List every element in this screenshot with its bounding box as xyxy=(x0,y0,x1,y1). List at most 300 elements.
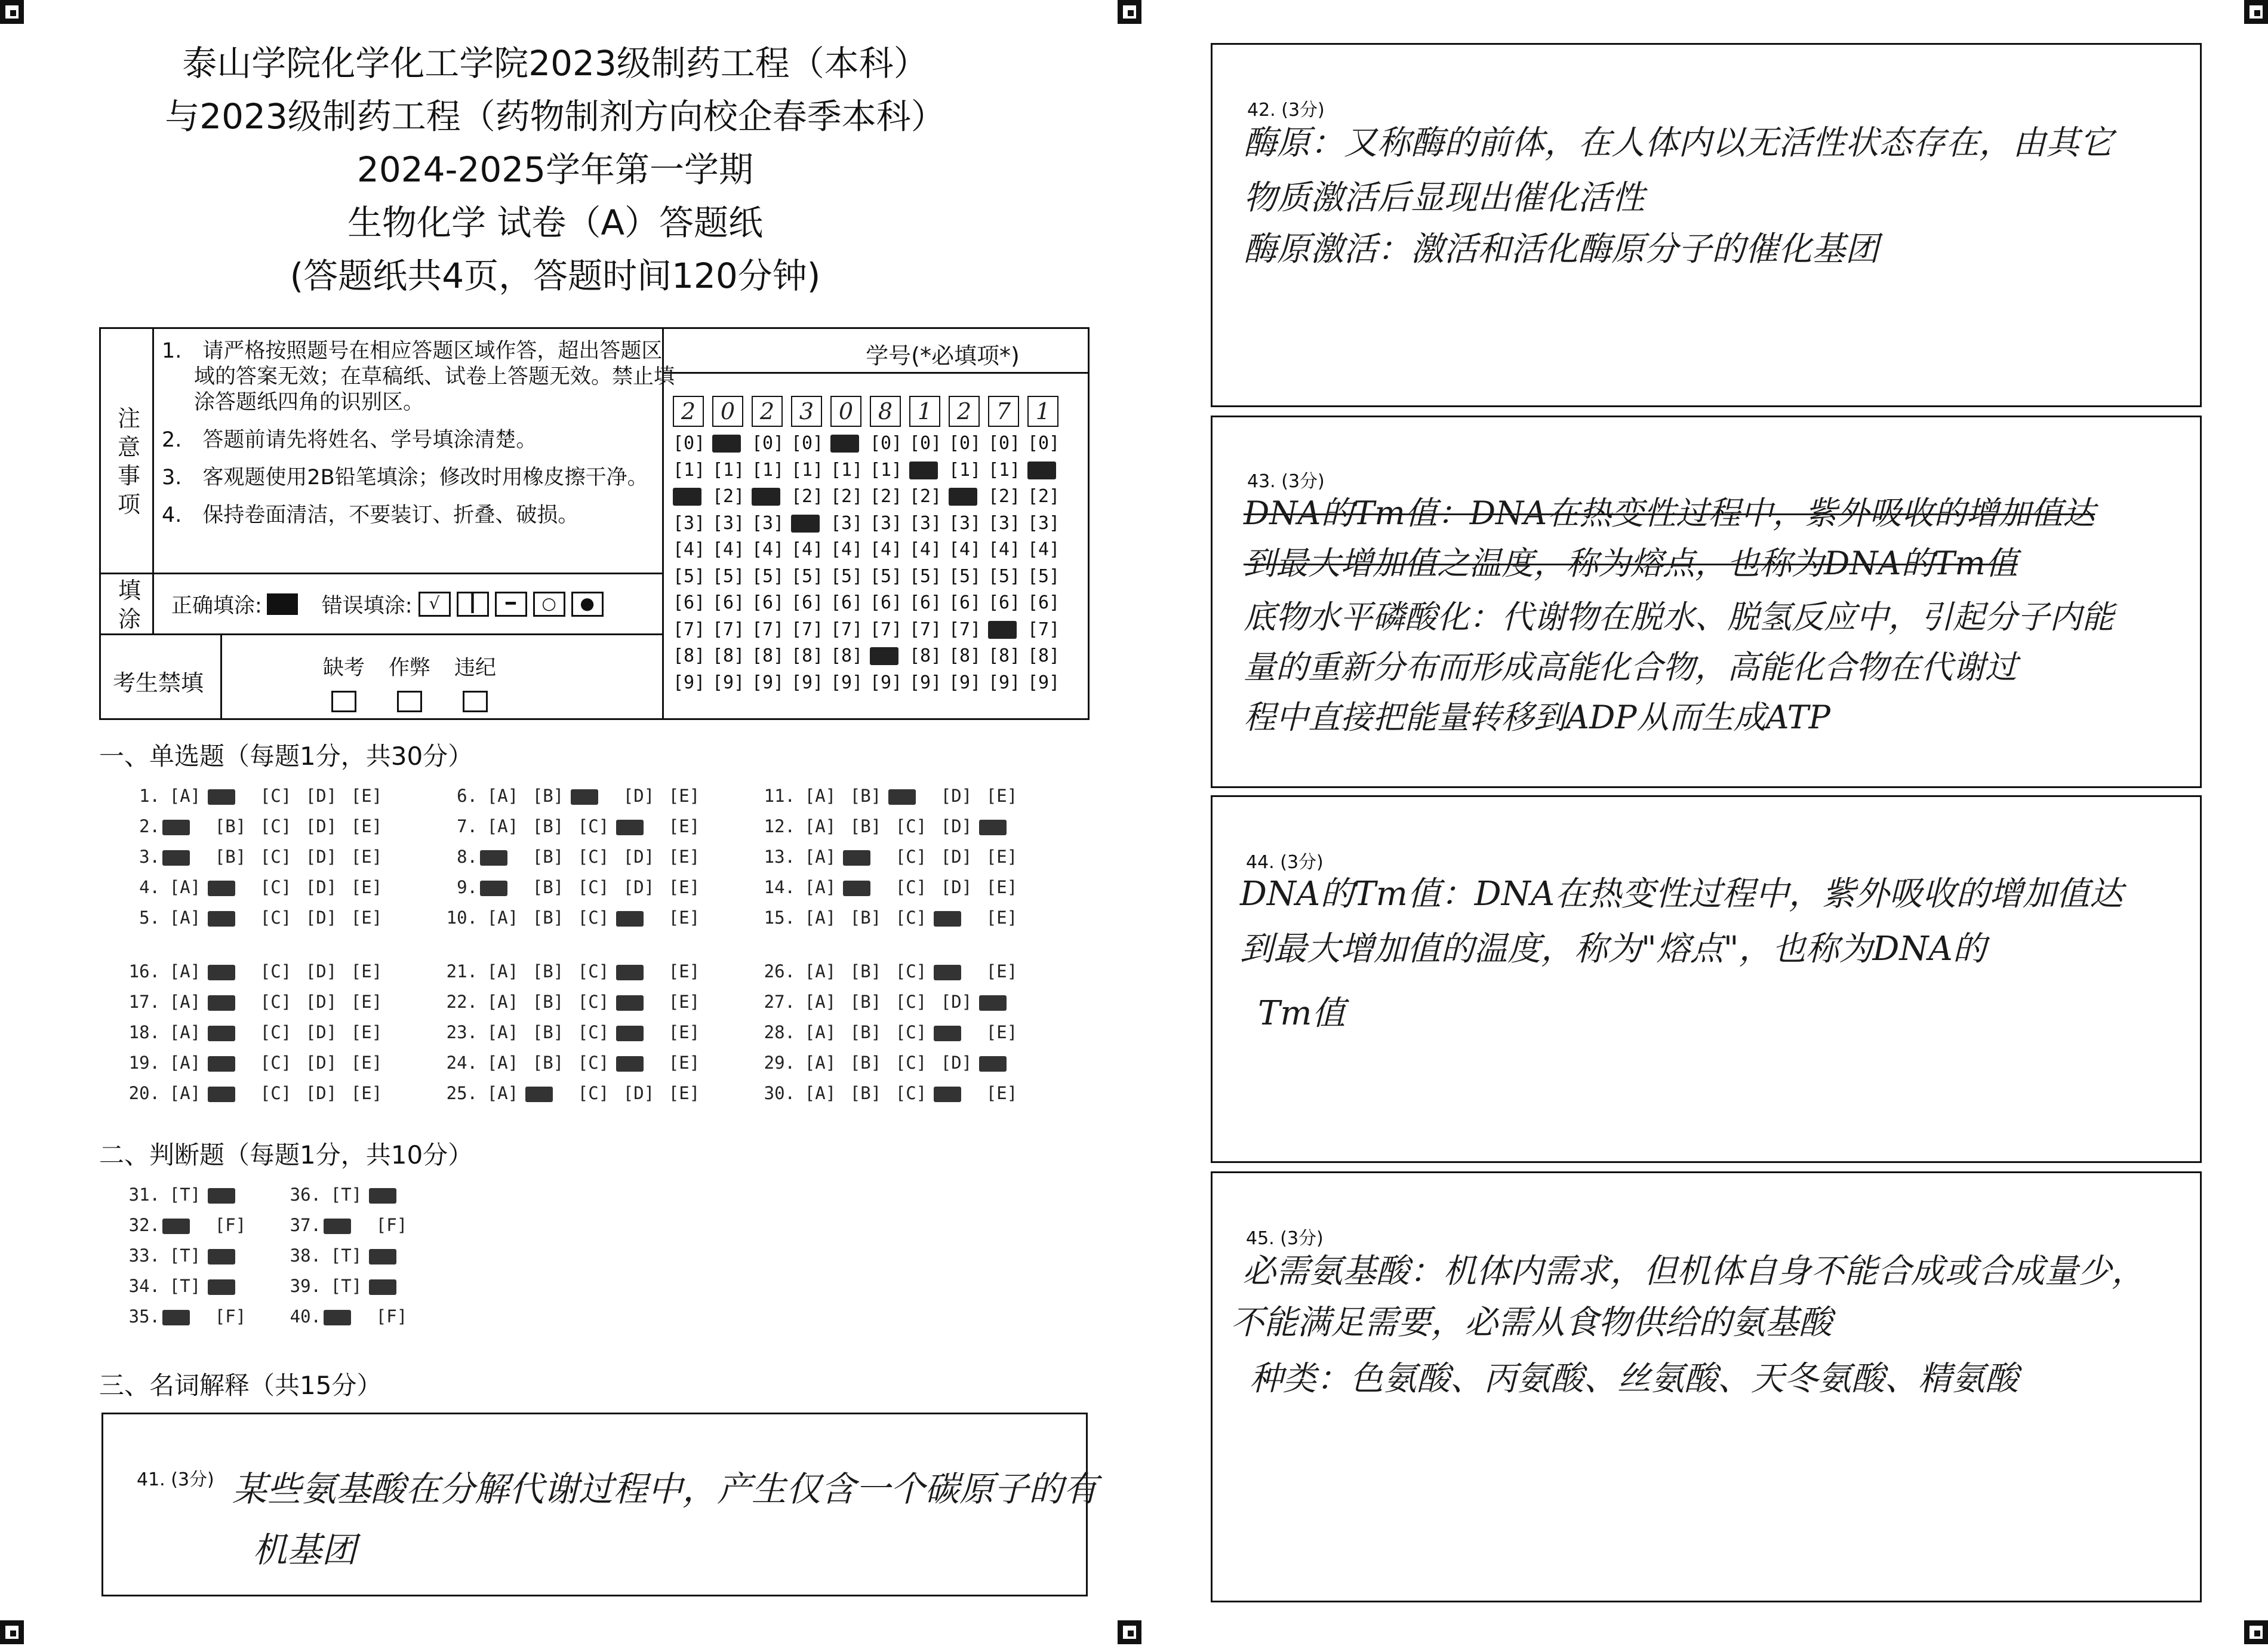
option-bubble[interactable]: [C] xyxy=(260,992,292,1012)
student-id-bubble[interactable]: [9] xyxy=(1027,672,1060,693)
student-id-bubble[interactable]: [5] xyxy=(830,565,863,587)
student-id-bubble[interactable]: [8] xyxy=(909,645,942,666)
option-bubble-filled[interactable] xyxy=(208,1276,253,1296)
option-bubble-filled[interactable] xyxy=(369,1276,414,1296)
student-id-bubble[interactable]: [6] xyxy=(712,592,745,613)
student-id-bubble[interactable]: [4] xyxy=(673,539,706,560)
option-bubble[interactable]: [B] xyxy=(850,786,882,806)
student-id-bubble[interactable]: [9] xyxy=(791,672,824,693)
option-bubble-filled[interactable] xyxy=(616,1022,661,1042)
student-id-bubble[interactable]: [0] xyxy=(988,433,1021,454)
option-bubble[interactable]: [D] xyxy=(940,786,973,806)
option-bubble[interactable]: [A] xyxy=(487,816,519,836)
option-bubble[interactable]: [A] xyxy=(487,1083,519,1103)
option-bubble-filled[interactable] xyxy=(369,1245,414,1266)
option-bubble[interactable]: [C] xyxy=(260,877,292,897)
option-bubble[interactable]: [E] xyxy=(350,961,383,982)
student-id-bubble[interactable]: [3] xyxy=(673,512,706,534)
answer-box-41[interactable] xyxy=(101,1413,1098,1596)
student-id-bubble[interactable]: [2] xyxy=(791,486,824,507)
forbid-checkbox[interactable] xyxy=(331,691,356,712)
question-label: 44. (3分) xyxy=(1246,852,1324,873)
option-bubble[interactable]: [B] xyxy=(532,786,564,806)
student-id-bubble-filled[interactable]: [2] xyxy=(752,486,784,507)
option-bubble-filled[interactable] xyxy=(525,1083,571,1103)
option-bubble[interactable]: [C] xyxy=(895,1083,927,1103)
option-bubble-filled[interactable] xyxy=(480,877,525,897)
option-bubble-filled[interactable] xyxy=(979,992,1024,1012)
student-id-bubble[interactable]: [4] xyxy=(752,539,784,560)
option-bubble-filled[interactable] xyxy=(162,1215,208,1235)
forbid-checkbox[interactable] xyxy=(397,691,422,712)
student-id-bubble[interactable]: [6] xyxy=(791,592,824,613)
option-bubble[interactable]: [D] xyxy=(305,877,337,897)
option-bubble[interactable]: [C] xyxy=(895,992,927,1012)
option-bubble-filled[interactable] xyxy=(208,1022,253,1042)
question-number: 26. xyxy=(764,961,795,982)
student-id-bubble[interactable]: [5] xyxy=(870,565,903,587)
student-id-bubble[interactable]: [9] xyxy=(673,672,706,693)
student-id-bubble[interactable]: [4] xyxy=(909,539,942,560)
option-bubble[interactable]: [E] xyxy=(668,877,700,897)
option-bubble[interactable]: [B] xyxy=(532,1022,564,1042)
student-id-bubble[interactable]: [2] xyxy=(712,486,745,507)
option-bubble[interactable]: [E] xyxy=(350,847,383,867)
option-bubble-filled[interactable] xyxy=(616,992,661,1012)
option-bubble[interactable]: [A] xyxy=(169,786,201,806)
student-id-bubble[interactable]: [9] xyxy=(830,672,863,693)
option-bubble[interactable]: [D] xyxy=(305,1053,337,1073)
option-bubble[interactable]: [E] xyxy=(986,877,1018,897)
option-bubble[interactable]: [T] xyxy=(330,1276,362,1296)
option-bubble[interactable]: [E] xyxy=(350,1083,383,1103)
option-bubble[interactable]: [C] xyxy=(260,1022,292,1042)
student-id-bubble-filled[interactable]: [2] xyxy=(673,486,706,507)
student-id-bubble[interactable]: [4] xyxy=(712,539,745,560)
student-id-bubble-filled[interactable]: [1] xyxy=(1027,459,1060,481)
option-bubble[interactable]: [D] xyxy=(305,847,337,867)
student-id-bubble[interactable]: [5] xyxy=(712,565,745,587)
option-bubble[interactable]: [A] xyxy=(487,907,519,928)
forbid-absent: 缺考 xyxy=(311,651,377,712)
option-bubble[interactable]: [D] xyxy=(305,961,337,982)
option-bubble[interactable]: [F] xyxy=(376,1215,408,1235)
option-bubble-filled[interactable] xyxy=(616,907,661,928)
option-bubble[interactable]: [B] xyxy=(532,992,564,1012)
option-bubble[interactable]: [C] xyxy=(895,877,927,897)
option-bubble[interactable]: [C] xyxy=(895,907,927,928)
option-bubble[interactable]: [B] xyxy=(532,961,564,982)
student-id-bubble[interactable]: [8] xyxy=(830,645,863,666)
option-bubble[interactable]: [B] xyxy=(214,816,247,836)
option-bubble[interactable]: [E] xyxy=(350,907,383,928)
option-bubble-filled[interactable] xyxy=(324,1306,369,1327)
student-id-bubble[interactable]: [8] xyxy=(752,645,784,666)
option-bubble[interactable]: [E] xyxy=(986,786,1018,806)
option-bubble-filled[interactable] xyxy=(979,816,1024,836)
student-id-bubble[interactable]: [0] xyxy=(949,433,981,454)
option-bubble[interactable]: [A] xyxy=(169,877,201,897)
student-id-bubble-filled[interactable]: [8] xyxy=(870,645,903,666)
student-id-bubble[interactable]: [4] xyxy=(870,539,903,560)
handwritten-answer: Tm值 xyxy=(1258,994,1346,1033)
option-bubble[interactable]: [C] xyxy=(260,1053,292,1073)
option-bubble-filled[interactable] xyxy=(934,961,979,982)
option-bubble-filled[interactable] xyxy=(208,1184,253,1205)
option-bubble[interactable]: [C] xyxy=(895,816,927,836)
option-bubble[interactable]: [E] xyxy=(350,992,383,1012)
student-id-bubble[interactable]: [2] xyxy=(1027,486,1060,507)
option-bubble[interactable]: [E] xyxy=(986,847,1018,867)
student-id-bubble[interactable]: [2] xyxy=(870,486,903,507)
mc-question xyxy=(741,847,1024,867)
student-id-bubble[interactable]: [3] xyxy=(1027,512,1060,534)
option-bubble[interactable]: [D] xyxy=(940,816,973,836)
option-bubble-filled[interactable] xyxy=(208,1083,253,1103)
option-bubble[interactable]: [B] xyxy=(850,1022,882,1042)
student-id-bubble-filled[interactable]: [1] xyxy=(909,459,942,481)
student-id-bubble[interactable]: [1] xyxy=(752,459,784,481)
option-bubble[interactable]: [A] xyxy=(804,847,836,867)
option-bubble[interactable]: [C] xyxy=(577,907,610,928)
student-id-bubble[interactable]: [2] xyxy=(988,486,1021,507)
student-id-bubble[interactable]: [6] xyxy=(988,592,1021,613)
student-id-bubble[interactable]: [7] xyxy=(909,619,942,640)
option-bubble[interactable]: [F] xyxy=(214,1306,247,1327)
notice-list xyxy=(162,339,681,540)
option-bubble[interactable]: [A] xyxy=(804,907,836,928)
option-bubble[interactable]: [F] xyxy=(376,1306,408,1327)
option-bubble[interactable]: [A] xyxy=(804,1053,836,1073)
option-bubble[interactable]: [C] xyxy=(577,1053,610,1073)
student-id-bubble[interactable]: [6] xyxy=(870,592,903,613)
student-id-bubble[interactable]: [0] xyxy=(870,433,903,454)
option-bubble[interactable]: [C] xyxy=(577,961,610,982)
option-bubble-filled[interactable] xyxy=(208,961,253,982)
option-bubble-filled[interactable] xyxy=(571,786,616,806)
option-bubble[interactable]: [E] xyxy=(668,907,700,928)
student-id-bubble[interactable]: [5] xyxy=(1027,565,1060,587)
option-bubble[interactable]: [D] xyxy=(623,877,655,897)
student-id-bubble[interactable]: [7] xyxy=(712,619,745,640)
option-bubble-filled[interactable] xyxy=(934,907,979,928)
student-id-bubble[interactable]: [9] xyxy=(949,672,981,693)
student-id-bubble[interactable]: [4] xyxy=(949,539,981,560)
student-id-bubble[interactable]: [7] xyxy=(791,619,824,640)
student-id-bubble[interactable]: [6] xyxy=(830,592,863,613)
student-id-bubble[interactable]: [0] xyxy=(909,433,942,454)
option-bubble[interactable]: [E] xyxy=(668,786,700,806)
option-bubble[interactable]: [D] xyxy=(305,907,337,928)
option-bubble[interactable]: [C] xyxy=(577,1022,610,1042)
student-id-bubble-filled[interactable]: [3] xyxy=(791,512,824,534)
student-id-bubble-filled[interactable]: [0] xyxy=(830,433,863,454)
option-bubble-filled[interactable] xyxy=(208,1053,253,1073)
option-bubble[interactable]: [C] xyxy=(260,816,292,836)
option-bubble-filled[interactable] xyxy=(208,877,253,897)
option-bubble[interactable]: [B] xyxy=(532,1053,564,1073)
student-id-digit-cell[interactable]: 2 xyxy=(949,396,980,427)
student-id-bubble[interactable]: [6] xyxy=(949,592,981,613)
student-id-bubble[interactable]: [5] xyxy=(909,565,942,587)
student-id-bubble[interactable]: [6] xyxy=(673,592,706,613)
student-id-bubble[interactable]: [9] xyxy=(712,672,745,693)
option-bubble[interactable]: [B] xyxy=(850,1053,882,1073)
option-bubble[interactable]: [E] xyxy=(668,1053,700,1073)
student-id-bubble[interactable]: [2] xyxy=(830,486,863,507)
option-bubble-filled[interactable] xyxy=(208,992,253,1012)
option-bubble[interactable]: [D] xyxy=(940,847,973,867)
student-id-bubble[interactable]: [8] xyxy=(791,645,824,666)
student-id-bubble[interactable]: [8] xyxy=(673,645,706,666)
option-bubble-filled[interactable] xyxy=(979,1053,1024,1073)
student-id-bubble[interactable]: [5] xyxy=(752,565,784,587)
student-id-bubble[interactable]: [5] xyxy=(791,565,824,587)
option-bubble[interactable]: [B] xyxy=(532,907,564,928)
option-bubble[interactable]: [T] xyxy=(330,1184,362,1205)
option-bubble[interactable]: [D] xyxy=(305,1022,337,1042)
option-bubble-filled[interactable] xyxy=(843,847,888,867)
option-bubble[interactable]: [E] xyxy=(668,816,700,836)
option-bubble-filled[interactable] xyxy=(208,1245,253,1266)
option-bubble[interactable]: [E] xyxy=(668,992,700,1012)
option-bubble[interactable]: [B] xyxy=(532,816,564,836)
option-bubble[interactable]: [D] xyxy=(305,786,337,806)
student-id-digit-cell[interactable]: 1 xyxy=(909,396,940,427)
option-bubble[interactable]: [A] xyxy=(169,1053,201,1073)
option-bubble[interactable]: [B] xyxy=(850,1083,882,1103)
option-bubble[interactable]: [C] xyxy=(260,961,292,982)
student-id-bubble[interactable]: [1] xyxy=(791,459,824,481)
student-id-bubble[interactable]: [2] xyxy=(909,486,942,507)
answer-box-42[interactable] xyxy=(1211,43,2202,407)
option-bubble-filled[interactable] xyxy=(616,816,661,836)
answer-box-44[interactable] xyxy=(1211,795,2202,1163)
option-bubble-filled[interactable] xyxy=(934,1083,979,1103)
option-bubble[interactable]: [D] xyxy=(940,992,973,1012)
student-id-bubble[interactable]: [1] xyxy=(988,459,1021,481)
option-bubble[interactable]: [T] xyxy=(330,1245,362,1266)
option-bubble[interactable]: [A] xyxy=(804,786,836,806)
option-bubble[interactable]: [A] xyxy=(169,992,201,1012)
option-bubble[interactable]: [D] xyxy=(940,877,973,897)
option-bubble[interactable]: [A] xyxy=(487,992,519,1012)
option-bubble[interactable]: [D] xyxy=(940,1053,973,1073)
option-bubble-filled[interactable] xyxy=(162,816,208,836)
student-id-bubble[interactable]: [7] xyxy=(752,619,784,640)
student-id-digit-cell[interactable]: 1 xyxy=(1027,396,1058,427)
option-bubble[interactable]: [E] xyxy=(668,847,700,867)
option-bubble[interactable]: [E] xyxy=(350,1053,383,1073)
student-id-bubble[interactable]: [3] xyxy=(830,512,863,534)
option-bubble[interactable]: [C] xyxy=(895,961,927,982)
student-id-bubble[interactable]: [4] xyxy=(791,539,824,560)
sheet-header xyxy=(101,37,1009,303)
student-id-bubble[interactable]: [3] xyxy=(870,512,903,534)
student-id-digit-cell[interactable]: 7 xyxy=(988,396,1019,427)
option-bubble-filled[interactable] xyxy=(208,907,253,928)
student-id-bubble[interactable]: [9] xyxy=(909,672,942,693)
student-id-bubble[interactable]: [1] xyxy=(949,459,981,481)
option-bubble[interactable]: [A] xyxy=(169,1083,201,1103)
student-id-bubble[interactable]: [5] xyxy=(673,565,706,587)
student-id-bubble[interactable]: [8] xyxy=(988,645,1021,666)
option-bubble-filled[interactable] xyxy=(934,1022,979,1042)
student-id-bubble[interactable]: [6] xyxy=(752,592,784,613)
option-bubble[interactable]: [E] xyxy=(350,786,383,806)
option-bubble-filled[interactable] xyxy=(208,786,253,806)
option-bubble[interactable]: [C] xyxy=(895,1022,927,1042)
option-bubble[interactable]: [C] xyxy=(577,992,610,1012)
option-bubble[interactable]: [A] xyxy=(169,907,201,928)
student-id-bubble[interactable]: [1] xyxy=(870,459,903,481)
student-id-bubble[interactable]: [6] xyxy=(909,592,942,613)
student-id-bubble[interactable]: [9] xyxy=(988,672,1021,693)
student-id-bubble-filled[interactable]: [2] xyxy=(949,486,981,507)
student-id-bubble[interactable]: [5] xyxy=(988,565,1021,587)
option-bubble[interactable]: [B] xyxy=(532,877,564,897)
student-id-bubble[interactable]: [5] xyxy=(949,565,981,587)
student-id-digit-cell[interactable]: 3 xyxy=(791,396,822,427)
option-bubble[interactable]: [D] xyxy=(305,992,337,1012)
option-bubble[interactable]: [A] xyxy=(169,961,201,982)
student-id-bubble-filled[interactable]: [7] xyxy=(988,619,1021,640)
option-bubble[interactable]: [T] xyxy=(169,1184,201,1205)
option-bubble-filled[interactable] xyxy=(616,1053,661,1073)
option-bubble[interactable]: [E] xyxy=(668,1083,700,1103)
option-bubble-filled[interactable] xyxy=(888,786,934,806)
student-id-bubble[interactable]: [3] xyxy=(949,512,981,534)
option-bubble[interactable]: [D] xyxy=(305,816,337,836)
student-id-bubble[interactable]: [7] xyxy=(673,619,706,640)
option-bubble[interactable]: [E] xyxy=(986,1022,1018,1042)
forbid-checkbox[interactable] xyxy=(463,691,488,712)
option-bubble-filled[interactable] xyxy=(480,847,525,867)
student-id-bubble[interactable]: [0] xyxy=(791,433,824,454)
option-bubble[interactable]: [D] xyxy=(623,847,655,867)
student-id-bubble[interactable]: [1] xyxy=(673,459,706,481)
option-bubble-filled[interactable] xyxy=(324,1215,369,1235)
option-bubble[interactable]: [A] xyxy=(487,786,519,806)
student-id-bubble-filled[interactable]: [0] xyxy=(712,433,745,454)
option-bubble[interactable]: [C] xyxy=(577,877,610,897)
student-id-bubble[interactable]: [9] xyxy=(870,672,903,693)
question-number: 8. xyxy=(457,847,478,867)
option-bubble[interactable]: [B] xyxy=(532,847,564,867)
student-id-bubble[interactable]: [7] xyxy=(830,619,863,640)
student-id-digit-cell[interactable]: 0 xyxy=(712,396,743,427)
option-bubble[interactable]: [E] xyxy=(986,907,1018,928)
student-id-bubble[interactable]: [3] xyxy=(988,512,1021,534)
option-bubble[interactable]: [C] xyxy=(895,1053,927,1073)
student-id-bubble[interactable]: [8] xyxy=(949,645,981,666)
option-bubble[interactable]: [E] xyxy=(350,877,383,897)
student-id-bubble[interactable]: [4] xyxy=(1027,539,1060,560)
tf-question xyxy=(267,1184,414,1205)
option-bubble[interactable]: [C] xyxy=(260,1083,292,1103)
option-bubble[interactable]: [B] xyxy=(214,847,247,867)
option-bubble[interactable]: [A] xyxy=(169,1022,201,1042)
student-id-bubble[interactable]: [6] xyxy=(1027,592,1060,613)
answer-box-45[interactable] xyxy=(1211,1171,2202,1602)
option-bubble[interactable]: [A] xyxy=(487,1053,519,1073)
option-bubble-filled[interactable] xyxy=(843,877,888,897)
option-bubble[interactable]: [A] xyxy=(804,877,836,897)
option-bubble[interactable]: [C] xyxy=(260,786,292,806)
option-bubble[interactable]: [A] xyxy=(804,1083,836,1103)
student-id-bubble[interactable]: [3] xyxy=(752,512,784,534)
option-bubble[interactable]: [B] xyxy=(850,961,882,982)
student-id-digit-cell[interactable]: 2 xyxy=(752,396,783,427)
question-number: 6. xyxy=(457,786,478,806)
option-bubble[interactable]: [A] xyxy=(804,992,836,1012)
option-bubble[interactable]: [A] xyxy=(804,816,836,836)
question-number: 33. xyxy=(128,1245,160,1266)
option-bubble[interactable]: [C] xyxy=(260,847,292,867)
option-bubble[interactable]: [T] xyxy=(169,1276,201,1296)
student-id-bubble[interactable]: [1] xyxy=(712,459,745,481)
student-id-bubble[interactable]: [1] xyxy=(830,459,863,481)
student-id-digit-cell[interactable]: 8 xyxy=(870,396,901,427)
option-bubble-filled[interactable] xyxy=(616,961,661,982)
option-bubble[interactable]: [E] xyxy=(668,1022,700,1042)
option-bubble[interactable]: [E] xyxy=(668,961,700,982)
option-bubble[interactable]: [T] xyxy=(169,1245,201,1266)
option-bubble[interactable]: [C] xyxy=(260,907,292,928)
student-id-bubble[interactable]: [7] xyxy=(949,619,981,640)
answer-box-43[interactable] xyxy=(1211,416,2202,788)
student-id-bubble[interactable]: [7] xyxy=(1027,619,1060,640)
student-id-bubble[interactable]: [0] xyxy=(752,433,784,454)
option-bubble[interactable]: [A] xyxy=(804,1022,836,1042)
question-number: 40. xyxy=(290,1306,321,1327)
option-bubble[interactable]: [A] xyxy=(804,961,836,982)
student-id-bubble[interactable]: [4] xyxy=(830,539,863,560)
student-id-bubble[interactable]: [0] xyxy=(1027,433,1060,454)
option-bubble-filled[interactable] xyxy=(162,1306,208,1327)
option-bubble[interactable]: [D] xyxy=(623,786,655,806)
student-id-bubble[interactable]: [0] xyxy=(673,433,706,454)
option-bubble[interactable]: [F] xyxy=(214,1215,247,1235)
option-bubble[interactable]: [D] xyxy=(305,1083,337,1103)
student-id-digit-cell[interactable]: 0 xyxy=(830,396,861,427)
option-bubble[interactable]: [E] xyxy=(986,961,1018,982)
student-id-bubble[interactable]: [7] xyxy=(870,619,903,640)
option-bubble[interactable]: [C] xyxy=(577,816,610,836)
option-bubble[interactable]: [A] xyxy=(487,961,519,982)
student-id-bubble[interactable]: [8] xyxy=(712,645,745,666)
option-bubble-filled[interactable] xyxy=(369,1184,414,1205)
option-bubble[interactable]: [C] xyxy=(895,847,927,867)
option-bubble[interactable]: [C] xyxy=(577,847,610,867)
student-id-bubble[interactable]: [3] xyxy=(909,512,942,534)
option-bubble[interactable]: [B] xyxy=(850,907,882,928)
student-id-digit-cell[interactable]: 2 xyxy=(673,396,704,427)
option-bubble[interactable]: [A] xyxy=(487,1022,519,1042)
student-id-bubble[interactable]: [4] xyxy=(988,539,1021,560)
option-bubble-filled[interactable] xyxy=(162,847,208,867)
student-id-bubble[interactable]: [3] xyxy=(712,512,745,534)
option-bubble[interactable]: [C] xyxy=(577,1083,610,1103)
option-bubble[interactable]: [B] xyxy=(850,816,882,836)
student-id-bubble[interactable]: [8] xyxy=(1027,645,1060,666)
student-id-bubble[interactable]: [9] xyxy=(752,672,784,693)
option-bubble[interactable]: [D] xyxy=(623,1083,655,1103)
option-bubble[interactable]: [B] xyxy=(850,992,882,1012)
option-bubble[interactable]: [E] xyxy=(350,1022,383,1042)
option-bubble[interactable]: [E] xyxy=(350,816,383,836)
option-bubble[interactable]: [E] xyxy=(986,1083,1018,1103)
